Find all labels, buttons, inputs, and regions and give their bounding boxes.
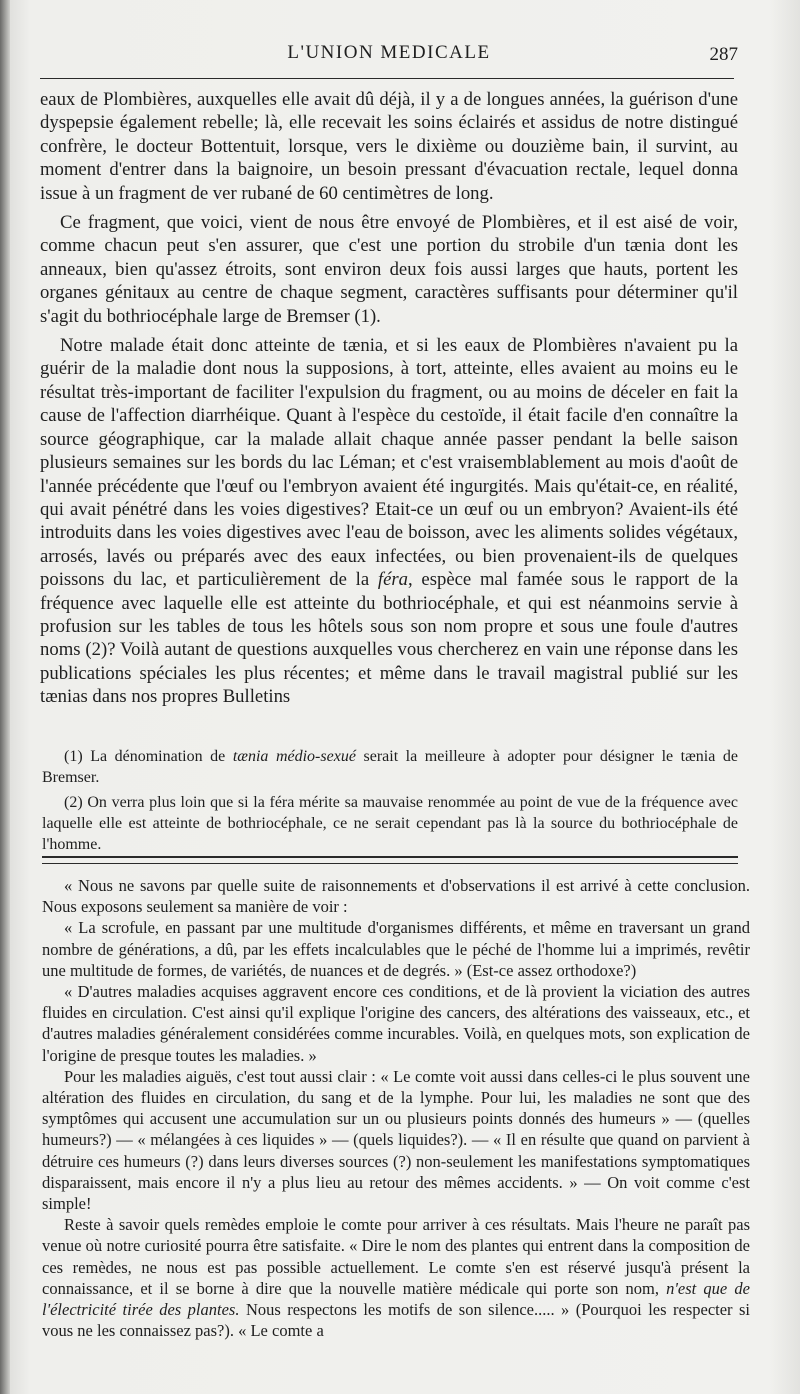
footnote-1-italic: tænia médio-sexué	[232, 748, 356, 765]
footnotes	[42, 746, 738, 859]
header-rule	[40, 78, 734, 79]
paragraph-1: eaux de Plombières, auxquelles elle avait dû déjà, il y a de longues années, la guérison d'une dyspepsie également rebelle; là, elle recevait les soins éclairés et assidus de notre distingué confrère, le docteur Bottentuit, lorsque, vers le dixième ou douzième bain, il survint, au moment d'entrer dans la baignoire, un besoin pressant d'évacuation rectale, lequel donna issue à un fragment de ver rubané de 60 centimètres de long.	[40, 89, 738, 204]
paragraph-2: Ce fragment, que voici, vient de nous être envoyé de Plombières, et il est aisé de voir, comme chacun peut s'en assurer, que c'est une portion du strobile d'un tænia dont les anneaux, bien qu'assez étroits, sont environ deux fois aussi larges que hauts, portent les organes génitaux au centre de chaque segment, caractères suffisants pour déterminer qu'il s'agit du bothriocéphale large de Bremser (1).	[40, 212, 738, 327]
feuilleton-paragraph-5-part-b: Nous respectons les motifs de son silence..... » (Pourquoi les respecter si vous ne les connaissez pas?). « Le comte a	[42, 1300, 751, 1341]
feuilleton-separator	[42, 856, 738, 864]
paragraph-3	[40, 334, 738, 709]
footnote-2: (2) On verra plus loin que si la féra mérite sa mauvaise renommée au point de vue de la fréquence avec laquelle elle est atteinte de bothriocéphale, ce ne serait cependant pas là la source du bothriocéphale de l'homme.	[42, 794, 738, 853]
feuilleton-paragraph-5	[42, 1214, 750, 1341]
feuilleton-paragraph-5-part-a: Reste à savoir quels remèdes emploie le comte pour arriver à ces résultats. Mais l'heure ne paraît pas venue où notre curiosité pourra être satisfaite. « Dire le nom des plantes qui entrent dans la composition de ces remèdes, ne nous est pas possible actuellement. Le comte s'en est réservé jusqu'à présent la connaissance, et il se borne à dire que la nouvelle matière médicale qui porte son nom,	[42, 1215, 750, 1298]
footnote-1-part-b: serait la meilleure à adopter pour désigner le tænia de Bremser.	[42, 748, 739, 786]
paragraph-3-part-a: Notre malade était donc atteinte de tænia, et si les eaux de Plombières n'avaient pu la guérir de la maladie dont nous la supposions, à tort, atteinte, elles avaient au moins eu le résultat très-important de faciliter l'expulsion du fragment, ou au moins de déceler en fait la cause de l'affection diarrhéique. Quant à l'espèce du cestoïde, il était facile d'en connaître la source géographique, car la malade allait chaque année passer pendant la belle saison plusieurs semaines sur les bords du lac Léman; et c'est vraisemblablement au mois d'août de l'année précédente que l'œuf ou l'embryon avaient été ingurgités. Mais qu'était-ce, en réalité, qui avait pénétré dans les voies digestives? Etait-ce un œuf ou un embryon? Avaient-ils été introduits dans les voies digestives avec l'eau de boisson, avec les aliments solides végétaux, arrosés, lavés ou préparés avec des eaux infectées, ou bien provenaient-ils de quelques poissons du lac, et particulièrement de la	[40, 335, 738, 591]
running-title: L'UNION MEDICALE	[287, 42, 491, 63]
footnote-1-part-a: (1) La dénomination de	[64, 748, 226, 765]
footnote-1	[42, 746, 738, 788]
feuilleton-paragraph-3: « D'autres maladies acquises aggravent encore ces conditions, et de là provient la viciation des autres fluides en circulation. C'est ainsi qu'il explique l'origine des cancers, des altérations des vaisseaux, etc., et d'autres maladies généralement considérées comme incurables. Voilà, en quelques mots, son explication de l'origine de presque toutes les maladies. »	[42, 982, 750, 1065]
page-edge-shadow	[0, 0, 10, 1394]
feuilleton-paragraph-5-italic: n'est que de l'électricité tirée des plantes.	[42, 1278, 750, 1320]
main-text	[40, 88, 738, 715]
feuilleton-paragraph-1: « Nous ne savons par quelle suite de raisonnements et d'observations il est arrivé à cette conclusion. Nous exposons seulement sa manière de voir :	[42, 876, 750, 917]
paragraph-3-italic: féra	[377, 569, 408, 591]
paragraph-3-part-b: , espèce mal famée sous le rapport de la fréquence avec laquelle elle est atteinte du bothriocéphale, et qui est néanmoins servie à profusion sur les tables de tous les hôtels sous son nom propre et sous une foule d'autres noms (2)? Voilà autant de questions auxquelles vous chercherez en vain une réponse dans les publications spéciales les plus récentes; et même dans le travail magistral publié sur les tænias dans nos propres Bulletins	[40, 569, 738, 708]
page-header	[40, 36, 738, 76]
feuilleton-paragraph-4: Pour les maladies aiguës, c'est tout aussi clair : « Le comte voit aussi dans celles-ci le plus souvent une altération des fluides en circulation, du sang et de la lymphe. Pour lui, les maladies ne sont que des symptômes qui accusent une accumulation sur un ou plusieurs points donnés des humeurs » — (quelles humeurs?) — « mélangées à ces liquides » — (quels liquides?). — « Il en résulte que quand on parvient à détruire ces humeurs (?) dans leurs diverses sources (?) non-seulement les manifestations symptomatiques disparaissent, mais encore il n'y a plus lieu au retour des mêmes accidents. » — On voit comme c'est simple!	[42, 1066, 750, 1214]
feuilleton-text	[42, 875, 750, 1341]
feuilleton-paragraph-2: « La scrofule, en passant par une multitude d'organismes différents, et même en traversant un grand nombre de générations, a dû, par les effets incalculables que le péché de l'homme lui a imprimés, revêtir une multitude de formes, de variétés, de nuances et de degrés. » (Est-ce assez orthodoxe?)	[42, 918, 750, 980]
page-number: 287	[709, 44, 738, 65]
